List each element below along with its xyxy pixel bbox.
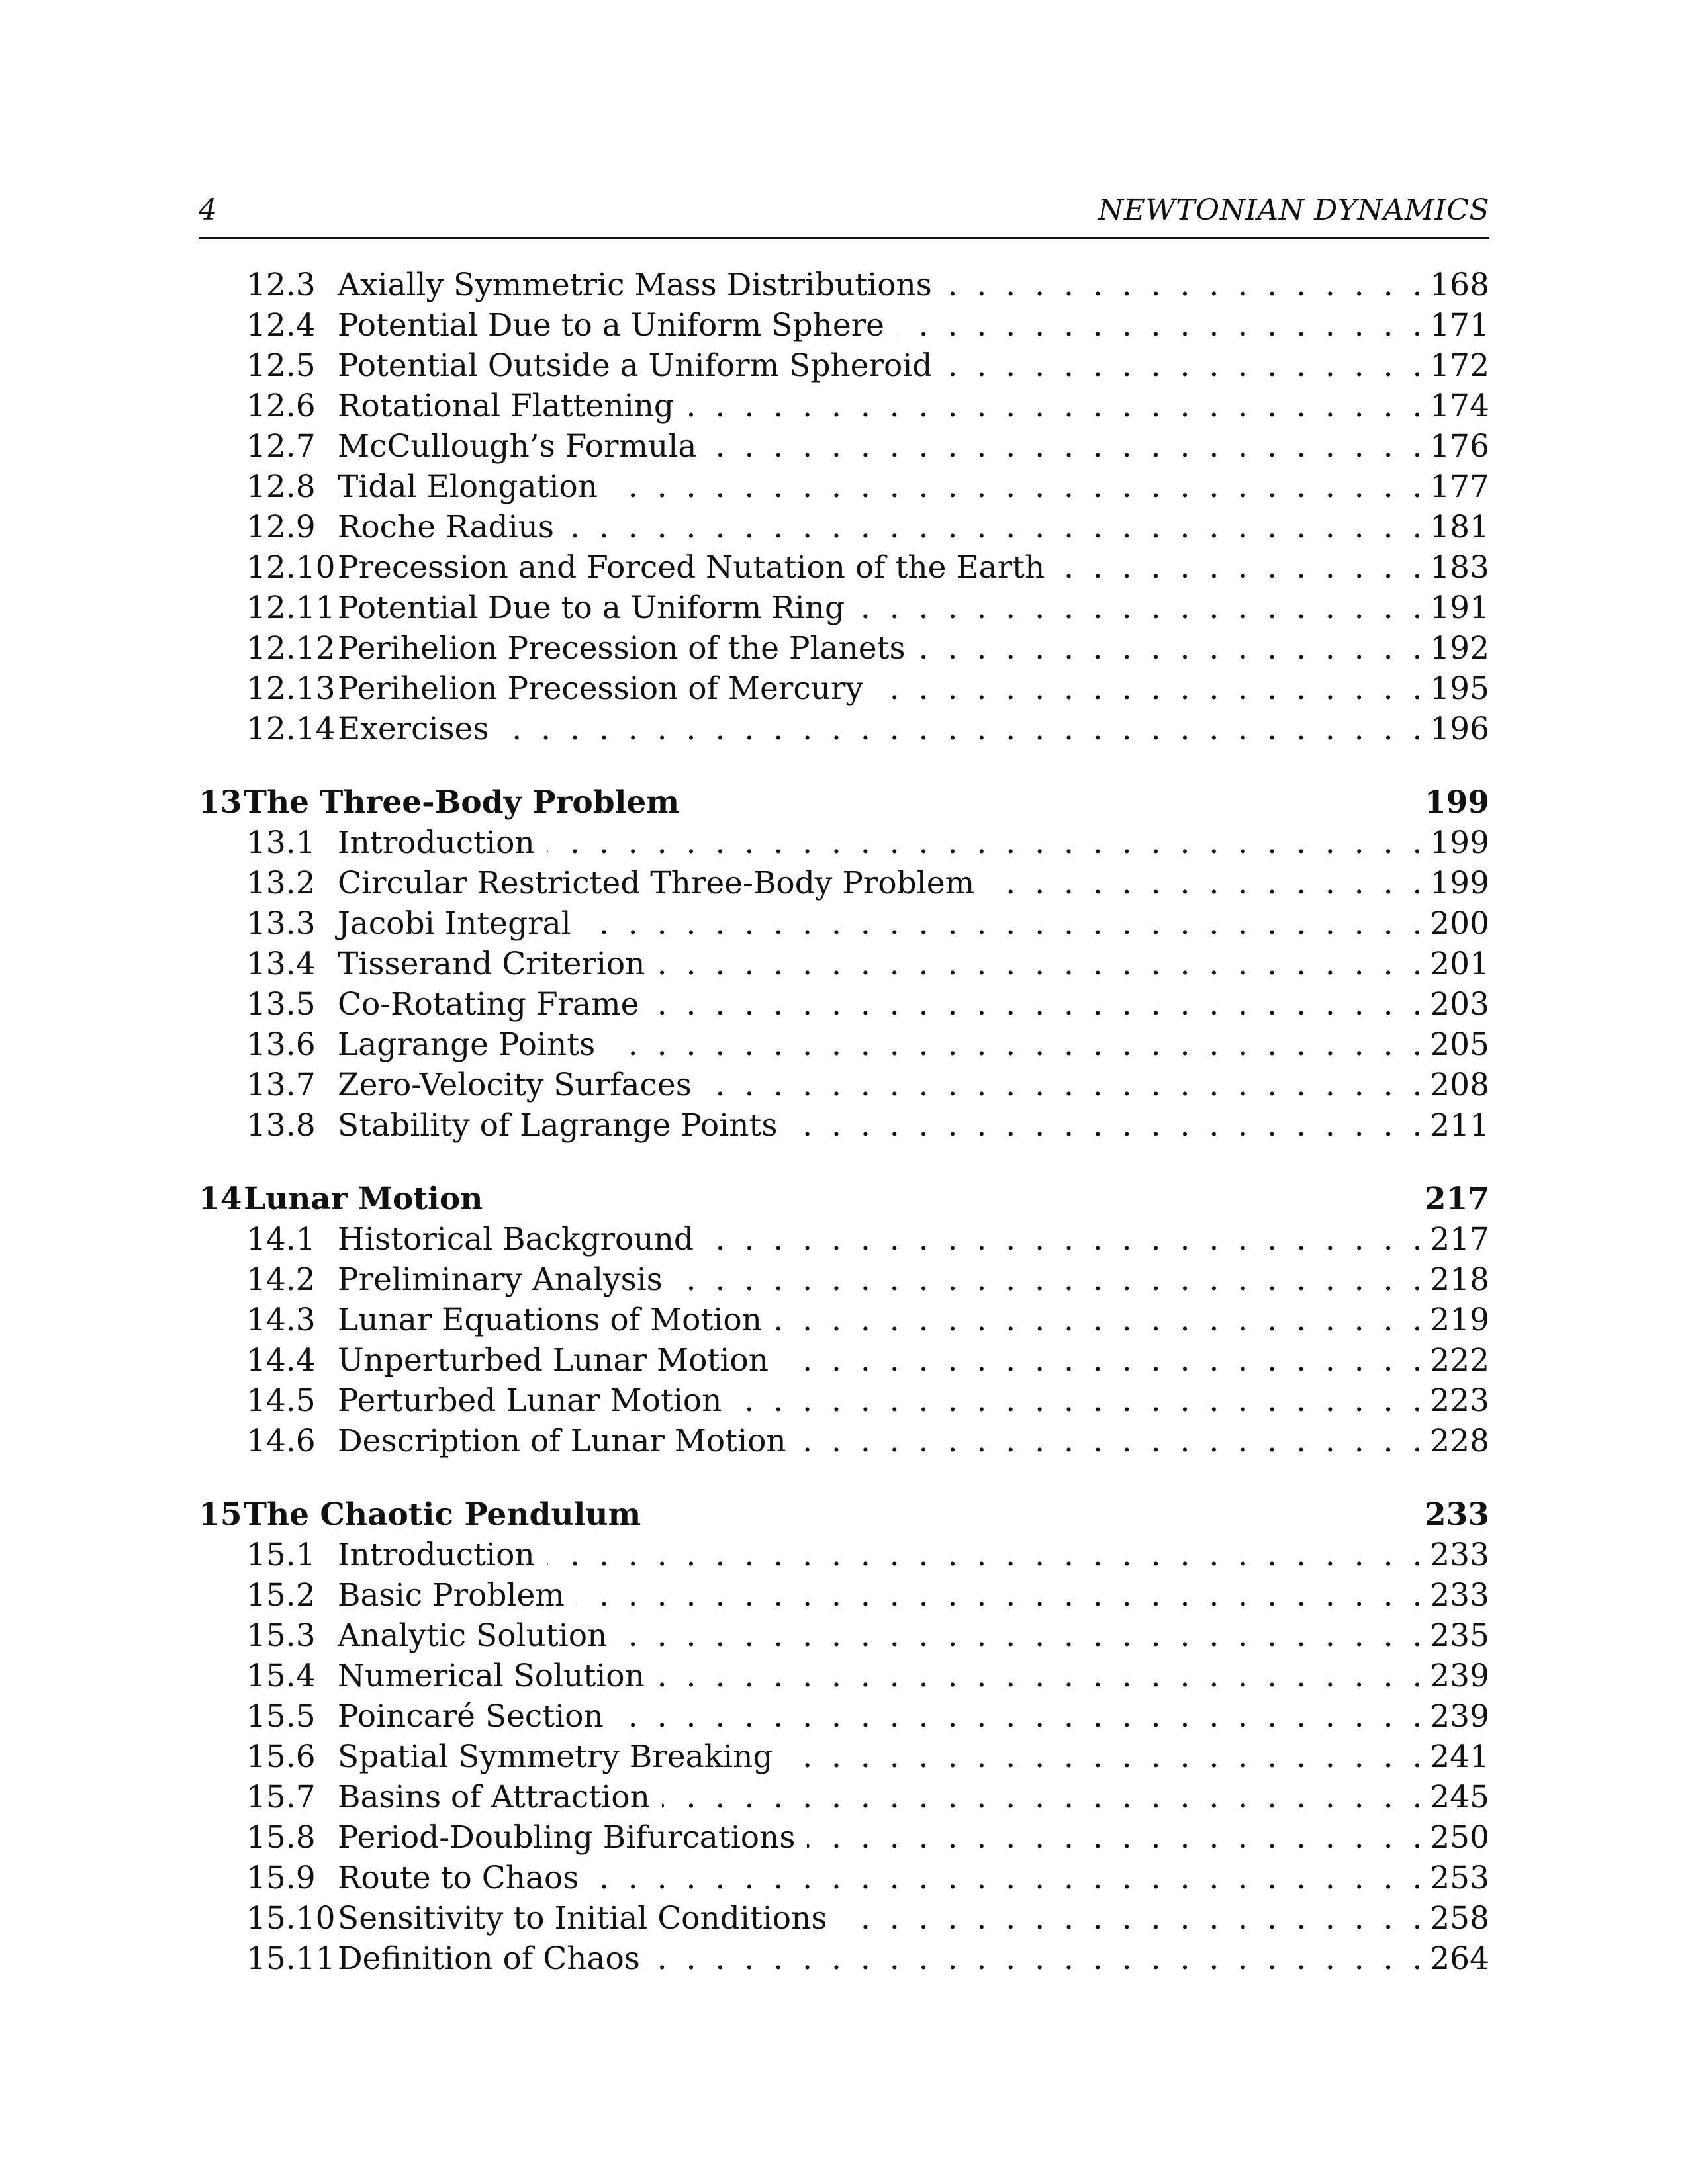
toc-section-12-3[interactable] [199, 265, 1489, 305]
chapter-number: 13 [199, 784, 242, 821]
section-number: 13.4 [246, 946, 316, 982]
toc-section-13-2[interactable] [199, 863, 1489, 903]
section-page: 250 [1422, 1817, 1489, 1858]
chapter-page: 233 [1424, 1496, 1489, 1533]
section-number: 15.8 [246, 1819, 316, 1856]
toc-section-12-8[interactable] [199, 467, 1489, 507]
section-page: 177 [1422, 467, 1489, 507]
section-page: 217 [1422, 1219, 1489, 1259]
toc-section-13-1[interactable] [199, 823, 1489, 863]
running-header [199, 193, 1489, 239]
toc-section-13-3[interactable] [199, 903, 1489, 944]
toc-section-12-4[interactable] [199, 305, 1489, 345]
section-title: Precession and Forced Nutation of the Earth [338, 547, 1056, 588]
section-page: 192 [1422, 628, 1489, 668]
toc-section-14-1[interactable] [199, 1219, 1489, 1259]
section-number: 15.7 [246, 1779, 316, 1815]
section-page: 241 [1422, 1737, 1489, 1777]
toc-section-15-5[interactable] [199, 1696, 1489, 1737]
section-page: 205 [1422, 1024, 1489, 1065]
toc-section-15-7[interactable] [199, 1777, 1489, 1817]
toc-section-15-6[interactable] [199, 1737, 1489, 1777]
section-number: 15.11 [246, 1940, 336, 1977]
section-title: Axially Symmetric Mass Distributions [338, 265, 944, 305]
section-number: 15.3 [246, 1617, 316, 1654]
section-title: Lagrange Points [338, 1024, 607, 1065]
section-page: 239 [1422, 1696, 1489, 1737]
section-number: 15.10 [246, 1900, 336, 1936]
section-page: 171 [1422, 305, 1489, 345]
section-number: 14.4 [246, 1342, 316, 1379]
section-title: Introduction [338, 823, 547, 863]
section-title: Unperturbed Lunar Motion [338, 1340, 780, 1381]
section-number: 12.9 [246, 509, 316, 545]
section-number: 14.2 [246, 1261, 316, 1298]
toc-section-15-3[interactable] [199, 1615, 1489, 1656]
section-title: Co-Rotating Frame [338, 984, 651, 1024]
section-title: Description of Lunar Motion [338, 1421, 798, 1461]
section-page: 203 [1422, 984, 1489, 1024]
chapter-12-sections [199, 265, 1489, 749]
section-number: 12.4 [246, 307, 316, 343]
section-title: Spatial Symmetry Breaking [338, 1737, 784, 1777]
section-number: 13.2 [246, 865, 316, 901]
section-page: 195 [1422, 668, 1489, 709]
toc-section-12-9[interactable] [199, 507, 1489, 547]
toc-chapter-13[interactable] [199, 782, 1489, 823]
section-number: 12.8 [246, 469, 316, 505]
section-title: McCullough’s Formula [338, 426, 708, 467]
section-number: 12.13 [246, 670, 336, 707]
chapter-number: 14 [199, 1181, 242, 1217]
toc-section-13-6[interactable] [199, 1024, 1489, 1065]
toc-section-14-6[interactable] [199, 1421, 1489, 1461]
section-page: 233 [1422, 1575, 1489, 1615]
section-title: Zero-Velocity Surfaces [338, 1065, 704, 1105]
toc-section-13-8[interactable] [199, 1105, 1489, 1146]
section-page: 211 [1422, 1105, 1489, 1146]
section-number: 12.10 [246, 549, 336, 586]
section-page: 199 [1422, 863, 1489, 903]
section-page: 208 [1422, 1065, 1489, 1105]
section-title: Sensitivity to Initial Conditions [338, 1898, 839, 1938]
section-title: Introduction [338, 1535, 547, 1575]
section-page: 235 [1422, 1615, 1489, 1656]
section-title: Historical Background [338, 1219, 706, 1259]
section-title: Perturbed Lunar Motion [338, 1381, 733, 1421]
dot-leader [338, 709, 1430, 749]
toc-section-14-3[interactable] [199, 1300, 1489, 1340]
toc-section-13-5[interactable] [199, 984, 1489, 1024]
section-page: 245 [1422, 1777, 1489, 1817]
chapter-title: Lunar Motion [244, 1181, 483, 1217]
section-page: 176 [1422, 426, 1489, 467]
section-number: 13.6 [246, 1026, 316, 1063]
section-page: 222 [1422, 1340, 1489, 1381]
section-title: Poincaré Section [338, 1696, 616, 1737]
table-of-contents [199, 265, 1489, 1979]
section-title: Potential Due to a Uniform Sphere [338, 305, 896, 345]
section-number: 12.11 [246, 590, 336, 626]
section-title: Jacobi Integral [338, 903, 583, 944]
section-number: 15.9 [246, 1860, 316, 1896]
section-number: 12.6 [246, 388, 316, 424]
toc-section-15-11[interactable] [199, 1938, 1489, 1979]
toc-section-14-5[interactable] [199, 1381, 1489, 1421]
section-number: 12.7 [246, 428, 316, 465]
section-page: 258 [1422, 1898, 1489, 1938]
section-title: Basic Problem [338, 1575, 577, 1615]
section-page: 218 [1422, 1259, 1489, 1300]
toc-chapter-14[interactable] [199, 1179, 1489, 1219]
toc-section-13-7[interactable] [199, 1065, 1489, 1105]
toc-section-14-2[interactable] [199, 1259, 1489, 1300]
section-page: 200 [1422, 903, 1489, 944]
section-title: Perihelion Precession of the Planets [338, 628, 917, 668]
chapter-number: 15 [199, 1496, 242, 1533]
section-page: 172 [1422, 345, 1489, 386]
section-page: 168 [1422, 265, 1489, 305]
section-page: 239 [1422, 1656, 1489, 1696]
section-number: 12.14 [246, 711, 336, 747]
section-page: 191 [1422, 588, 1489, 628]
section-page: 223 [1422, 1381, 1489, 1421]
toc-section-12-14[interactable] [199, 709, 1489, 749]
section-page: 181 [1422, 507, 1489, 547]
section-title: Route to Chaos [338, 1858, 590, 1898]
section-title: Tisserand Criterion [338, 944, 657, 984]
toc-section-12-6[interactable] [199, 386, 1489, 426]
section-title: Basins of Attraction [338, 1777, 662, 1817]
section-number: 15.1 [246, 1537, 316, 1573]
toc-section-15-2[interactable] [199, 1575, 1489, 1615]
toc-section-12-7[interactable] [199, 426, 1489, 467]
toc-chapter-15[interactable] [199, 1494, 1489, 1535]
toc-section-15-9[interactable] [199, 1858, 1489, 1898]
chapter-title: The Chaotic Pendulum [244, 1496, 641, 1533]
section-number: 13.8 [246, 1107, 316, 1144]
section-title: Lunar Equations of Motion [338, 1300, 774, 1340]
toc-section-15-8[interactable] [199, 1817, 1489, 1858]
section-title: Exercises [338, 709, 501, 749]
section-title: Potential Outside a Uniform Spheroid [338, 345, 944, 386]
section-number: 15.2 [246, 1577, 316, 1614]
section-page: 201 [1422, 944, 1489, 984]
toc-section-14-4[interactable] [199, 1340, 1489, 1381]
section-number: 14.5 [246, 1383, 316, 1419]
chapter-page: 217 [1424, 1181, 1489, 1217]
section-title: Tidal Elongation [338, 467, 610, 507]
section-number: 13.1 [246, 825, 316, 861]
section-title: Roche Radius [338, 507, 566, 547]
section-title: Preliminary Analysis [338, 1259, 675, 1300]
section-number: 15.6 [246, 1739, 316, 1775]
section-page: 219 [1422, 1300, 1489, 1340]
section-title: Circular Restricted Three-Body Problem [338, 863, 986, 903]
toc-section-12-13[interactable] [199, 668, 1489, 709]
section-number: 12.12 [246, 630, 336, 666]
section-number: 13.7 [246, 1067, 316, 1103]
section-number: 14.6 [246, 1423, 316, 1459]
section-page: 196 [1422, 709, 1489, 749]
toc-section-13-4[interactable] [199, 944, 1489, 984]
section-number: 15.4 [246, 1658, 316, 1694]
toc-section-15-10[interactable] [199, 1898, 1489, 1938]
section-page: 199 [1422, 823, 1489, 863]
chapter-page: 199 [1424, 784, 1489, 821]
running-title: NEWTONIAN DYNAMICS [1098, 193, 1489, 227]
section-number: 15.5 [246, 1698, 316, 1735]
section-title: Perihelion Precession of Mercury [338, 668, 875, 709]
section-page: 233 [1422, 1535, 1489, 1575]
page-number: 4 [199, 193, 217, 227]
section-title: Analytic Solution [338, 1615, 619, 1656]
toc-section-15-1[interactable] [199, 1535, 1489, 1575]
toc-section-15-4[interactable] [199, 1656, 1489, 1696]
section-number: 13.5 [246, 986, 316, 1023]
chapter-title: The Three-Body Problem [244, 784, 680, 821]
toc-section-12-12[interactable] [199, 628, 1489, 668]
section-page: 228 [1422, 1421, 1489, 1461]
section-number: 13.3 [246, 905, 316, 942]
toc-section-12-10[interactable] [199, 547, 1489, 588]
toc-section-12-11[interactable] [199, 588, 1489, 628]
section-number: 12.5 [246, 347, 316, 384]
section-page: 253 [1422, 1858, 1489, 1898]
section-number: 14.1 [246, 1221, 316, 1257]
section-page: 264 [1422, 1938, 1489, 1979]
section-title: Potential Due to a Uniform Ring [338, 588, 857, 628]
section-title: Rotational Flattening [338, 386, 686, 426]
section-page: 174 [1422, 386, 1489, 426]
section-title: Stability of Lagrange Points [338, 1105, 790, 1146]
section-title: Period-Doubling Bifurcations [338, 1817, 807, 1858]
section-number: 14.3 [246, 1302, 316, 1338]
section-number: 12.3 [246, 267, 316, 303]
toc-section-12-5[interactable] [199, 345, 1489, 386]
section-page: 183 [1422, 547, 1489, 588]
section-title: Definition of Chaos [338, 1938, 652, 1979]
section-title: Numerical Solution [338, 1656, 657, 1696]
